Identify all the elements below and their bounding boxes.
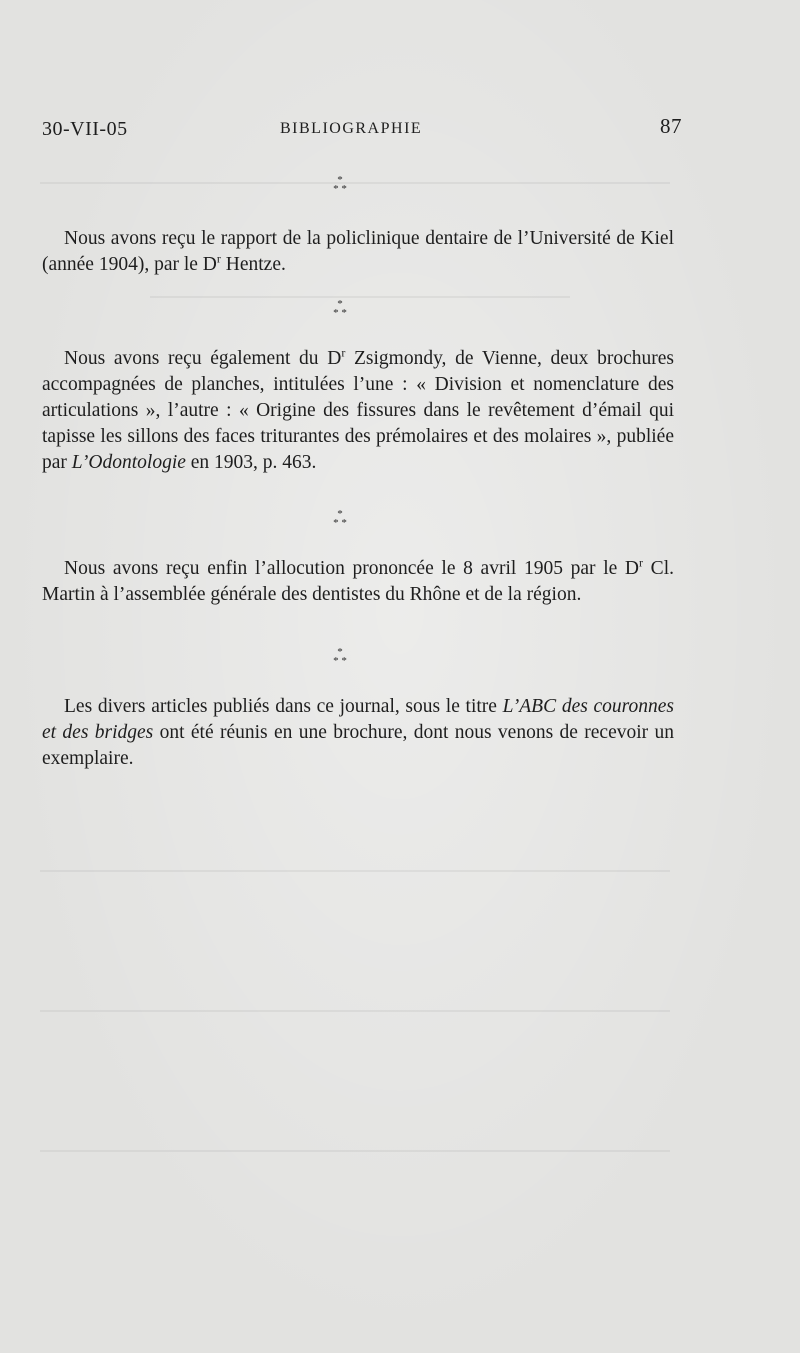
asterism-bottom: * * <box>333 307 347 319</box>
superscript: r <box>341 345 346 360</box>
superscript: r <box>216 251 221 266</box>
bleed-through-mark <box>40 870 670 872</box>
bleed-through-mark <box>40 1150 670 1152</box>
paragraph-text: Zsigmondy, de Vienne, deux brochures accompagnées de planches, intitulées l’une : « Division et nomenclature des articulations », l’autre : « Origine des fissures dans le revêtement d’émail qui tapisse les sillons des faces triturantes des prémolaires et des molaires », publiée par <box>42 348 674 473</box>
asterism <box>320 176 360 194</box>
superscript: r <box>639 555 644 570</box>
journal-title: L’Odontologie <box>71 452 186 473</box>
paragraph-text: Nous avons reçu enfin l’allocution prononcée le 8 avril 1905 par le D <box>64 558 640 579</box>
brochure-title-continued: des couronnes et des bridges <box>42 696 675 743</box>
paragraph-text: Cl. Martin à l’assemblée générale des dentistes du Rhône et de la région. <box>42 558 674 605</box>
asterism-bottom: * * <box>333 655 347 667</box>
asterism-bottom: * * <box>333 517 347 529</box>
bleed-through-mark <box>150 296 570 298</box>
paragraph-text: en 1903, p. 463. <box>185 452 317 473</box>
paragraph-text: Nous avons reçu également du D <box>64 348 342 369</box>
paragraph-martin <box>42 556 674 608</box>
asterism <box>320 300 360 318</box>
page-number: 87 <box>660 114 682 138</box>
brochure-title: L’ABC <box>502 696 557 717</box>
running-header <box>42 114 682 144</box>
header-date: 30-VII-05 <box>42 118 128 140</box>
paragraph-text: Les divers articles publiés dans ce journal, sous le titre <box>64 696 503 717</box>
paragraph-kiel-report <box>42 226 674 278</box>
asterism-top: * <box>337 298 343 310</box>
header-title: BIBLIOGRAPHIE <box>280 120 423 137</box>
asterism <box>320 648 360 666</box>
paragraph-text: ont été réunis en une brochure, dont nous venons de recevoir un exemplaire. <box>42 722 674 769</box>
asterism-top: * <box>337 646 343 658</box>
paragraph-zsigmondy <box>42 346 674 476</box>
paragraph-text: Nous avons reçu le rapport de la policlinique dentaire de l’Université de Kiel (année 1904), par le D <box>42 228 674 275</box>
asterism-top: * <box>337 174 343 186</box>
paragraph-abc-couronnes <box>42 694 674 772</box>
asterism <box>320 510 360 528</box>
asterism-top: * <box>337 508 343 520</box>
paragraph-text: Hentze. <box>220 254 286 275</box>
asterism-bottom: * * <box>333 183 347 195</box>
bleed-through-mark <box>40 1010 670 1012</box>
